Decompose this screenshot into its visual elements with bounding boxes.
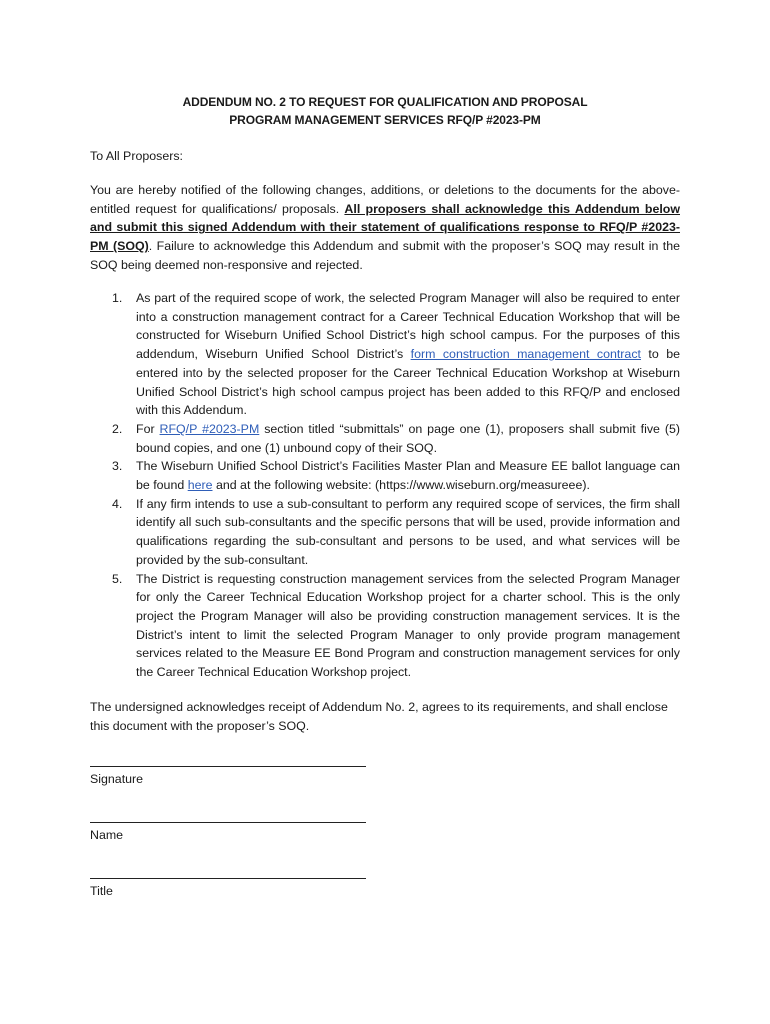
facilities-plan-link[interactable]: here	[187, 478, 213, 493]
document-title-line-1: ADDENDUM NO. 2 TO REQUEST FOR QUALIFICATION AND PROPOSAL	[182, 95, 588, 109]
item-number: 3.	[112, 459, 123, 474]
acknowledgement-requirement: All proposers shall acknowledge this Addendum below and submit this signed Addendum with their statement of qualifications response to RFQ/P #2023-PM (SOQ)	[90, 201, 680, 254]
closing-paragraph: The undersigned acknowledges receipt of Addendum No. 2, agrees to its requirements, and shall enclose this document with the proposer’s SOQ.	[90, 700, 668, 733]
item-number: 2.	[112, 421, 123, 436]
addendum-items-list	[90, 289, 680, 682]
title-line[interactable]	[90, 878, 366, 879]
list-item	[90, 289, 680, 420]
salutation: To All Proposers:	[90, 149, 183, 163]
signature-label: Signature	[90, 772, 144, 786]
intro-paragraph	[90, 181, 680, 275]
item-text: The District is requesting construction management services from the selected Program Manager for only the Career Technical Education Workshop project for a charter school. This is the only project the Program Manager will also be providing construction management services. It is the District’s intent to limit the selected Program Manager to only provide program management services related to the Measure EE Bond Program and construction management services for only the Career Technical Education Workshop project.	[136, 571, 680, 680]
document-title-line-2: PROGRAM MANAGEMENT SERVICES RFQ/P #2023-PM	[229, 113, 541, 127]
construction-contract-link[interactable]: form construction management contract	[410, 347, 641, 362]
item-text: to be entered into by the selected proposer for the Career Technical Education Workshop at Wiseburn Unified School District’s high school campus project has been added to this RFQ/P and enclosed with this Addendum.	[136, 347, 680, 418]
item-text: As part of the required scope of work, the selected Program Manager will also be required to enter into a construction management contract for a Career Technical Education Workshop that will be constructed for Wiseburn Unified School District’s high school campus. For the purposes of this addendum, Wiseburn Unified School District’s	[136, 291, 680, 362]
list-item	[90, 495, 680, 570]
item-text: If any firm intends to use a sub-consultant to perform any required scope of services, the firm shall identify all such sub-consultants and the specific persons that will be used, provide information and qualifications regarding the sub-consultant and persons to be used, and what services will be provided by the sub-consultant.	[136, 496, 680, 567]
list-item	[90, 570, 680, 682]
list-item	[90, 420, 680, 457]
item-number: 1.	[112, 291, 123, 305]
list-item	[90, 457, 680, 494]
name-line[interactable]	[90, 822, 366, 823]
item-number: 4.	[112, 496, 123, 511]
item-text: The Wiseburn Unified School District’s Facilities Master Plan and Measure EE ballot language can be found	[136, 459, 680, 493]
item-number: 5.	[112, 571, 123, 586]
item-text: For	[136, 421, 160, 436]
item-text: section titled “submittals” on page one (1), proposers shall submit five (5) bound copies, and one (1) unbound copy of their SOQ.	[136, 421, 681, 455]
item-text: and at the following website: (https://www.wiseburn.org/measureee).	[212, 478, 590, 493]
name-label: Name	[90, 828, 124, 842]
signature-line[interactable]	[90, 766, 366, 767]
intro-text-before: You are hereby notified of the following changes, additions, or deletions to the documents for the above-entitled request for qualifications/ proposals.	[90, 183, 680, 216]
title-label: Title	[90, 884, 113, 898]
rfqp-link[interactable]: RFQ/P #2023-PM	[159, 421, 260, 436]
intro-text-after: . Failure to acknowledge this Addendum and submit with the proposer’s SOQ may result in the SOQ being deemed non-responsive and rejected.	[90, 239, 681, 272]
